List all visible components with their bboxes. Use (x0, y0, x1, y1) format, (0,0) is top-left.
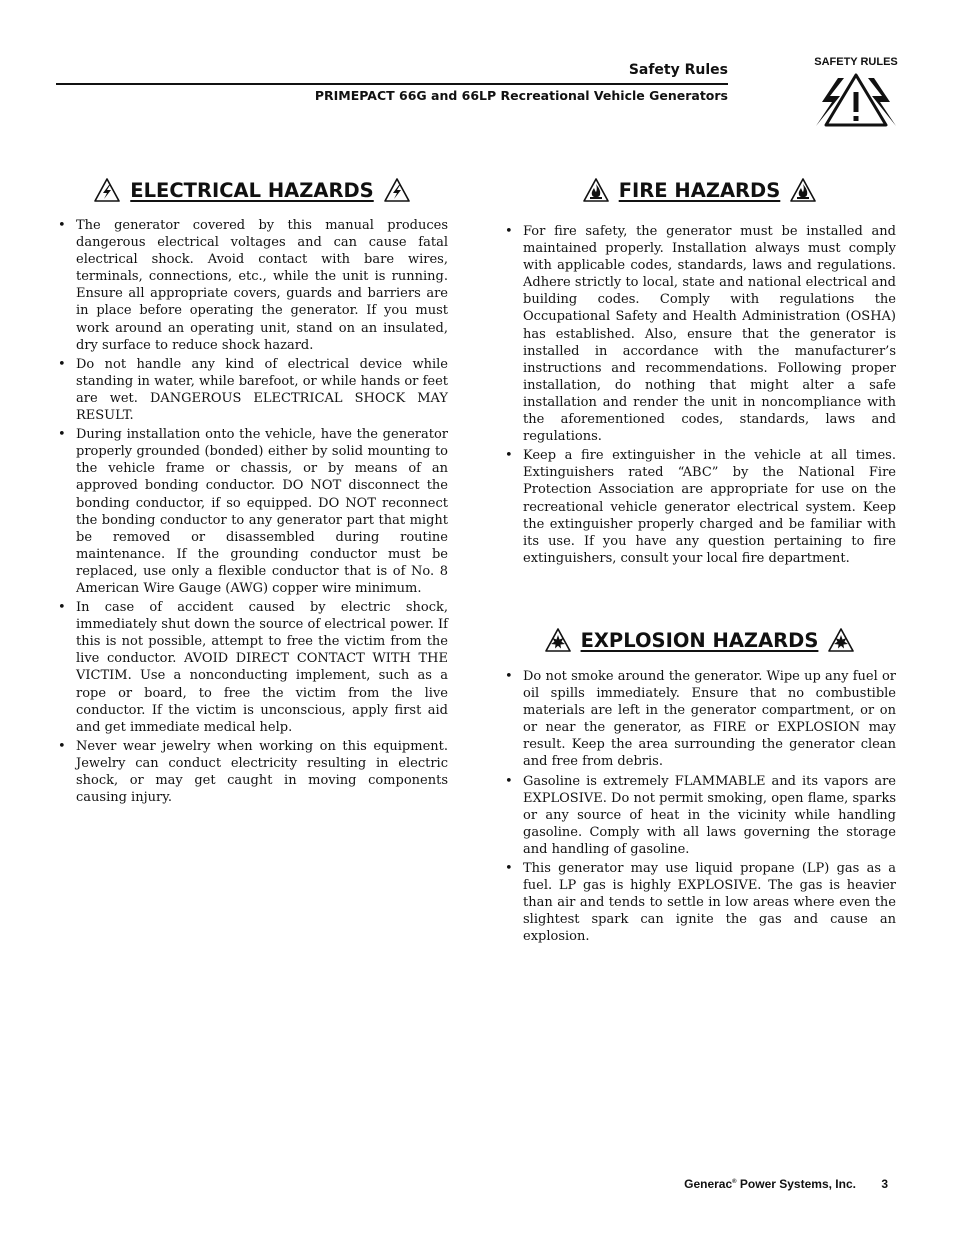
lightning-warning-icon (814, 72, 898, 128)
footer-company-suffix: Power Systems, Inc. (736, 1177, 856, 1191)
electrical-hazards-heading (56, 172, 448, 208)
explosion-hazards-list (503, 668, 896, 948)
list-item: • During installation onto the vehicle, have the generator properly grounded (bonded) either by solid mounting to the vehicle frame or chassis, or by means of an approved bonding conductor. DO NOT disconnect the bonding conductor, if so equipped. DO NOT reconnect the bonding conductor to any generator part that might be removed or disassembled during routine maintenance. If the grounding conductor must be replaced, use only a flexible conductor that is of No. 8 American Wire Gauge (AWG) copper wire minimum. (58, 427, 448, 596)
list-item: • This generator may use liquid propane (LP) gas as a fuel. LP gas is highly EXPLOSIVE. The gas is heavier than air and tends to settle in low areas where even the slightest spark can ignite the gas and cause an explosion. (505, 861, 896, 945)
header-divider (56, 83, 728, 85)
fire-warning-icon (583, 178, 609, 202)
list-item: • Do not handle any kind of electrical device while standing in water, while barefoot, or while hands or feet are wet. DANGEROUS ELECTRICAL SHOCK MAY RESULT. (58, 356, 448, 424)
list-item: • Gasoline is extremely FLAMMABLE and its vapors are EXPLOSIVE. Do not permit smoking, open flame, sparks or any source of heat in the vicinity while handling gasoline. Comply with all laws governing the storage and handling of gasoline. (505, 773, 896, 857)
fire-hazards-title: FIRE HAZARDS (618, 178, 781, 202)
footer-company: Generac (684, 1177, 733, 1191)
list-item: • Never wear jewelry when working on this equipment. Jewelry can conduct electricity resulting in electric shock, or may get caught in moving components causing injury. (58, 738, 448, 806)
explosion-hazards-heading (503, 622, 896, 658)
list-item: • The generator covered by this manual produces dangerous electrical voltages and can cause fatal electrical shock. Avoid contact with bare wires, terminals, connections, etc., while the unit is running. Ensure all appropriate covers, guards and barriers are in place before operating the generator. If you must work around an operating unit, stand on an insulated, dry surface to reduce shock hazard. (58, 218, 448, 353)
electrical-hazards-title: ELECTRICAL HAZARDS (130, 178, 374, 202)
safety-rules-badge (808, 56, 904, 128)
registered-mark: ® (732, 1179, 737, 1185)
explosion-hazards-title: EXPLOSION HAZARDS (580, 628, 819, 652)
list-item: • Keep a fire extinguisher in the vehicle at all times. Extinguishers rated “ABC” by the National Fire Protection Association are appropriate for use on the recreational vehicle generator electrical system. Keep the extinguisher properly charged and be familiar with its use. If you have any question pertaining to fire extinguishers, consult your local fire department. (505, 448, 896, 566)
safety-rules-badge-label: SAFETY RULES (814, 56, 898, 68)
page-number: 3 (881, 1177, 888, 1191)
list-item: • In case of accident caused by electric shock, immediately shut down the source of electrical power. If this is not possible, attempt to free the victim from the live conductor. AVOID DIRECT CONTACT WITH THE VICTIM. Use a nonconducting implement, such as a rope or board, to free the victim from the live conductor. If the victim is unconscious, apply first aid and get immediate medical help. (58, 600, 448, 735)
fire-hazards-list (503, 223, 896, 569)
page-header-title: Safety Rules (628, 62, 728, 78)
page-header-subtitle: PRIMEPACT 66G and 66LP Recreational Vehicle Generators (314, 88, 728, 103)
fire-warning-icon (790, 178, 816, 202)
page-footer (684, 1177, 888, 1191)
electrical-warning-icon (384, 178, 410, 202)
explosion-warning-icon (545, 628, 571, 652)
fire-hazards-heading (503, 172, 896, 208)
electrical-warning-icon (94, 178, 120, 202)
explosion-warning-icon (828, 628, 854, 652)
electrical-hazards-list (56, 217, 448, 808)
list-item: • Do not smoke around the generator. Wipe up any fuel or oil spills immediately. Ensure that no combustible materials are left in the generator compartment, or on or near the generator, as FIRE or EXPLOSION may result. Keep the area surrounding the generator clean and free from debris. (505, 669, 896, 770)
list-item: • For fire safety, the generator must be installed and maintained properly. Installation always must comply with applicable codes, standards, laws and regulations. Adhere strictly to local, state and national electrical and building codes. Comply with regulations the Occupational Safety and Health Administration (OSHA) has established. Also, ensure that the generator is installed in accordance with the manufacturer’s instructions and recommendations. Following proper installation, do nothing that might alter a safe installation and render the unit in noncompliance with the aforementioned codes, standards, laws and regulations. (505, 224, 896, 445)
